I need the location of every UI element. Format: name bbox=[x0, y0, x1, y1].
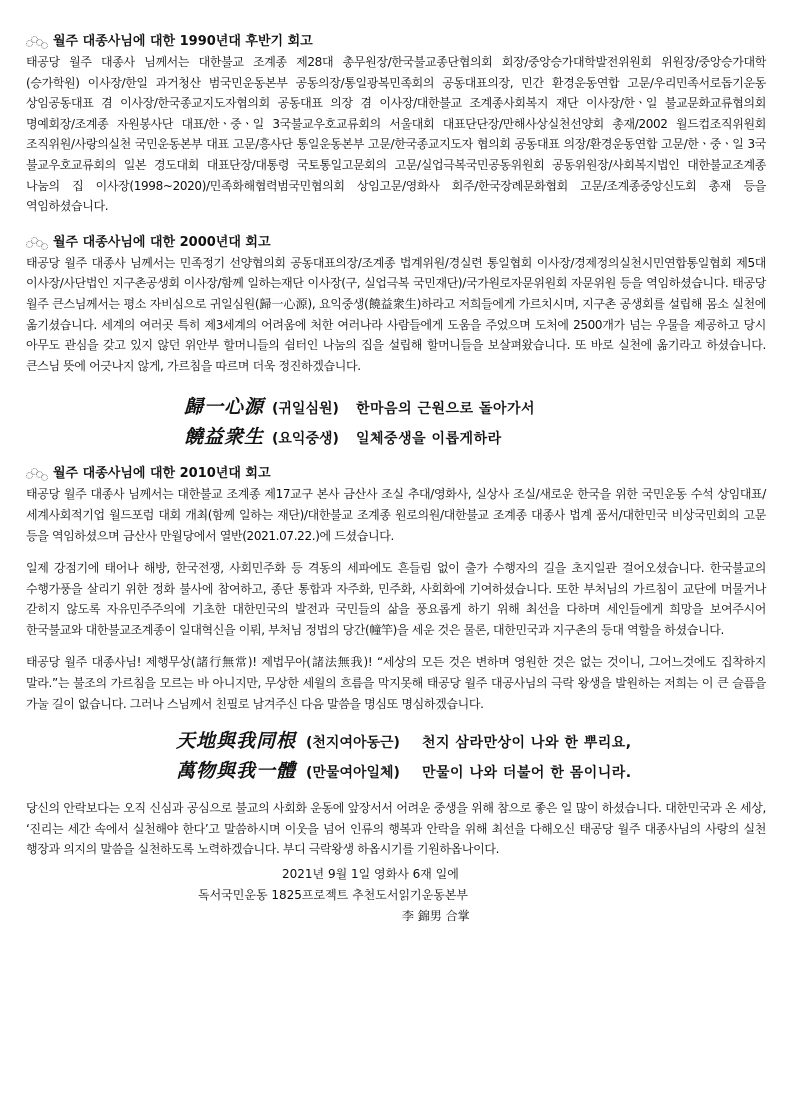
section-heading-1990s: 월주 대종사님에 대한 1990년대 후반기 회고 bbox=[26, 32, 766, 52]
motto-hanja: 歸一心源 bbox=[184, 396, 265, 419]
motto-reading: (천지여아동근) bbox=[306, 735, 400, 752]
motto-line bbox=[176, 726, 766, 756]
motto-reading: (요익중생) bbox=[272, 431, 339, 448]
motto-meaning: 일체중생을 이롭게하라 bbox=[356, 431, 502, 448]
motto-hanja: 天地與我同根 bbox=[176, 730, 297, 753]
motto-hanja: 饒益衆生 bbox=[184, 426, 265, 449]
lotus-mark-icon bbox=[26, 468, 52, 480]
paragraph-2010s-life: 일제 강점기에 태어나 해방, 한국전쟁, 사회민주화 등 격동의 세파에도 흔들림 없이 출가 수행자의 길을 초지일관 걸어오셨습니다. 한국불교의 수행가풍을 살리기 위한 정화 불사에 참여하고, 종단 통합과 자주화, 민주화, 사회화에 기여하셨습니다. 또한 부처님의 가르침이 교단에 머물거나 갇히지 않도록 자유민주주의에 기초한 대한민국의 발전과 국민들의 삶을 풍요롭게 하기 위해 최선을 다하며 세인들에게 희망을 보여주시어 한국불교와 대한불교조계종이 일대혁신을 이뤄, 부처님 정법의 당간(幢竿)을 세운 것은 물론, 대한민국과 지구촌의 등대 역할을 하셨습니다. bbox=[26, 561, 766, 637]
paragraph-2000s: 태공당 월주 대종사 님께서는 민족정기 선양협의회 공동대표의장/조계종 법계위원/경실련 통일협회 이사장/경제정의실천시민연합통일협회 제5대 이사장/사단법인 지구촌공생회 이사장/함께 일하는재단 이사장(구, 실업극복 국민재단)/국가원로자문위원회 자문위원 등을 역임하셨습니다. 태공당 월주 큰스님께서는 평소 자비심으로 귀일심원(歸一心源), 요익중생(饒益衆生)하라고 저희들에게 가르치시며, 지구촌 공생회를 설립해 몸소 실천에 옮기셨습니다. 세계의 여러곳 특히 제3세계의 어려움에 처한 여러나라 사람들에게 도움을 주었으며 도처에 2500개가 넘는 우물을 제공하고 당시 아무도 관심을 갖고 있지 않던 위안부 할머니들의 쉼터인 나눔의 집을 설립해 할머니들을 보살펴왔습니다. 또 바로 실천에 옮기라고 하셨습니다. 큰스님 뜻에 어긋나지 않게, 가르침을 따르며 더욱 정진하겠습니다. bbox=[26, 255, 766, 373]
motto-block-1 bbox=[184, 392, 766, 452]
motto-line bbox=[176, 756, 766, 786]
motto-hanja: 萬物與我一體 bbox=[176, 760, 297, 783]
motto-meaning: 만물이 나와 더불어 한 몸이니라. bbox=[422, 765, 632, 782]
lotus-mark-icon bbox=[26, 237, 52, 249]
lotus-mark-icon bbox=[26, 36, 52, 48]
motto-meaning: 한마음의 근원으로 돌아가서 bbox=[356, 401, 536, 418]
signature-name: 李 錦男 合掌 bbox=[402, 909, 470, 924]
motto-reading: (만물여아일체) bbox=[306, 765, 400, 782]
motto-block-2 bbox=[176, 726, 766, 786]
motto-meaning: 천지 삼라만상이 나와 한 뿌리요, bbox=[422, 735, 632, 752]
closing-paragraph: 당신의 안락보다는 오직 신심과 공심으로 불교의 사회화 운동에 앞장서서 어려운 중생을 위해 참으로 좋은 일 많이 하셨습니다. 대한민국과 온 세상, ‘진리는 세간 속에서 실천해야 한다’고 말씀하시며 이웃을 넘어 인류의 행복과 안락을 위해 최선을 다해오신 태공당 월주 대종사님의 사랑의 실천 행장과 의지의 말씀을 실천하도록 노력하겠습니다. 부디 극락왕생 하옵시기를 기원하옵나이다. bbox=[26, 801, 766, 857]
section-heading-2000s: 월주 대종사님에 대한 2000년대 회고 bbox=[26, 233, 766, 253]
signature-block bbox=[26, 864, 766, 927]
section-heading-2010s: 월주 대종사님에 대한 2010년대 회고 bbox=[26, 464, 766, 484]
signature-org: 독서국민운동 1825프로젝트 추천도서읽기운동본부 bbox=[198, 888, 469, 903]
document-page bbox=[26, 32, 766, 927]
paragraph-1990s: 태공당 월주 대종사 님께서는 대한불교 조계종 제28대 총무원장/한국불교종단협의회 회장/중앙승가대학발전위원회 위원장/중앙승가대학(승가학원) 이사장/한일 과거청산 범국민운동본부 공동의장/통일광복민족회의 공동대표의장, 민간 환경운동연합 고문/우리민족서로돕기운동 상임공동대표 겸 이사장/한국종교지도자협의회 공동대표 의장 겸 이사장/대한불교 조계종사회복지 재단 이사장/한ㆍ일 불교문화교류협의회 명예회장/조계종 자원봉사단 대표/한ㆍ중ㆍ일 3국불교우호교류회의 서울대회 대표단단장/만해사상실천선양회 총재/2002 월드컵조직위원회 조직위원/사랑의실천 국민운동본부 대표 고문/흥사단 통일운동본부 고문/한국종교지도자 협의회 공동대표 의장/환경운동연합 고문/한ㆍ중ㆍ일 3국 불교우호교류회의 일본 경도대회 대표단장/대통령 국토통일고문회의 고문/실업극복국민공동위원회 공동위원장/사회복지법인 대한불교조계종 나눔의 집 이사장(1998~2020)/민족화해협력범국민협의회 상임고문/영화사 회주/한국장례문화협회 고문/조계종중앙신도회 총재 등을 역임하셨습니다. bbox=[26, 55, 766, 214]
signature-date: 2021년 9월 1일 영화사 6재 일에 bbox=[282, 867, 459, 882]
motto-line bbox=[184, 422, 766, 452]
motto-reading: (귀일심원) bbox=[272, 401, 339, 418]
paragraph-2010s-roles: 태공당 월주 대종사 님께서는 대한불교 조계종 제17교구 본사 금산사 조실 추대/영화사, 실상사 조실/새로운 한국을 위한 국민운동 수석 상임대표/세계사회적기업 월드포럼 대회 개최(함께 일하는 재단)/대한불교 조계종 원로의원/대한불교 조계종 대종사 법계 품서/대한민국 비상국민회의 고문 등을 역임하셨으며 금산사 만월당에서 열반(2021.07.22.)에 드셨습니다. bbox=[26, 487, 766, 543]
paragraph-2010s-tribute: 태공당 월주 대종사님! 제행무상(諸行無常)! 제법무아(諸法無我)! “세상의 모든 것은 변하며 영원한 것은 없는 것이니, 그어느것에도 집착하지 말라.”는 불조의 가르침을 모르는 바 아니지만, 무상한 세월의 흐름을 막지못해 태공당 월주 대공사님의 극락 왕생을 발원하는 저희는 이 큰 슬픔을 가눌 길이 없습니다. 그러나 스님께서 친필로 남겨주신 다음 말씀을 명심또 명심하겠습니다. bbox=[26, 655, 766, 711]
motto-line bbox=[184, 392, 766, 422]
